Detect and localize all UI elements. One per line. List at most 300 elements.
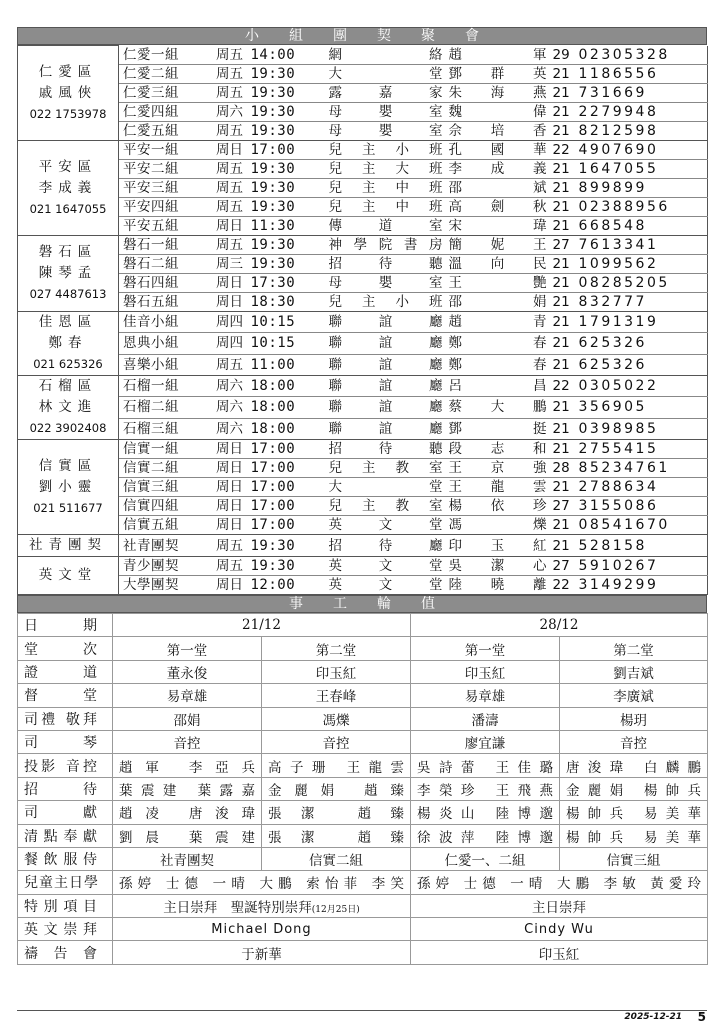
group-leader: 鄭春 (449, 333, 551, 354)
group-phone-prefix: 21 (551, 160, 579, 179)
district-phone: 022 1753978 (29, 106, 107, 121)
group-phone-number: 02305328 (579, 46, 708, 65)
district-cell (18, 141, 119, 236)
duty-label: 司琴 (18, 730, 113, 753)
group-time: 12:00 (251, 576, 329, 595)
group-day: 周五 (205, 236, 251, 255)
duty-date: 21/12 (113, 614, 411, 637)
group-time: 18:00 (251, 397, 329, 418)
group-leader: 鄭春 (449, 354, 551, 375)
christmas-service: 聖誕特別崇拜 (230, 899, 312, 916)
group-phone-prefix: 21 (551, 65, 579, 84)
group-name: 仁愛二組 (119, 65, 205, 84)
group-phone-prefix: 21 (551, 198, 579, 217)
group-leader: 孔國華 (449, 141, 551, 160)
prayer-leader: 于新華 (113, 941, 411, 964)
group-row (18, 312, 708, 333)
group-phone-number: 1791319 (579, 312, 708, 333)
group-time: 19:30 (251, 535, 329, 557)
group-day: 周五 (205, 198, 251, 217)
group-leader: 吳潔心 (449, 557, 551, 576)
group-phone-number: 731669 (579, 84, 708, 103)
group-phone-number: 356905 (579, 397, 708, 418)
group-leader: 王龍雲 (449, 478, 551, 497)
duty-prayer-row (18, 941, 708, 964)
group-leader: 簡妮王 (449, 236, 551, 255)
bulletin-sheet (17, 27, 707, 965)
district-phone: 022 3902408 (29, 421, 107, 435)
group-name: 平安一組 (119, 141, 205, 160)
group-leader: 趙青 (449, 312, 551, 333)
duty-cell: 第一堂 (113, 637, 262, 660)
group-phone-prefix: 21 (551, 354, 579, 375)
duty-cell: 楊炎山 陸博邈 (411, 801, 560, 824)
duty-cell: 信實三組 (560, 847, 708, 870)
group-leader: 趙軍 (449, 46, 551, 65)
duty-cell: 李廣斌 (560, 684, 708, 707)
group-phone-prefix: 21 (551, 255, 579, 274)
duty-children-row (18, 871, 708, 894)
group-time: 10:15 (251, 333, 329, 354)
group-phone-number: 3155086 (579, 497, 708, 516)
group-day: 周日 (205, 141, 251, 160)
group-day: 周五 (205, 84, 251, 103)
group-phone-prefix: 28 (551, 459, 579, 478)
special-item-week2: 主日崇拜 (411, 894, 708, 917)
district-name: 磐石區 (38, 244, 98, 260)
district-leader: 陳琴孟 (38, 265, 98, 281)
group-row (18, 255, 708, 274)
district-name: 石榴區 (38, 378, 98, 394)
duty-label: 證道 (18, 660, 113, 683)
group-leader: 鄧挺 (449, 418, 551, 439)
duty-cell: 音控 (113, 730, 262, 753)
group-leader: 宋瑋 (449, 217, 551, 236)
group-name: 磐石一組 (119, 236, 205, 255)
group-row (18, 478, 708, 497)
group-day: 周四 (205, 333, 251, 354)
group-day: 周日 (205, 274, 251, 293)
group-place: 兒主中班 (329, 179, 449, 198)
duty-cell: 金麗娟 趙臻 (262, 777, 411, 800)
group-row (18, 179, 708, 198)
group-day: 周六 (205, 418, 251, 439)
group-leader: 佘培香 (449, 122, 551, 141)
duty-label: 督堂 (18, 684, 113, 707)
english-speaker: Michael Dong (113, 918, 411, 941)
duty-cell: 葉震建 葉露嘉 (113, 777, 262, 800)
group-leader: 陸曉離 (449, 576, 551, 595)
group-place: 露嘉家 (329, 84, 449, 103)
group-phone-number: 1099562 (579, 255, 708, 274)
duty-cell: 趙軍 李亞兵 (113, 754, 262, 777)
group-phone-prefix: 21 (551, 397, 579, 418)
group-time: 19:30 (251, 198, 329, 217)
group-time: 11:30 (251, 217, 329, 236)
duty-cell: 第二堂 (262, 637, 411, 660)
district-leader: 劉小靈 (38, 478, 98, 495)
duty-cell: 高子珊 王龍雲 (262, 754, 411, 777)
duty-label: 招待 (18, 777, 113, 800)
group-phone-number: 0398985 (579, 418, 708, 439)
group-day: 周五 (205, 46, 251, 65)
group-time: 14:00 (251, 46, 329, 65)
group-name: 信實一組 (119, 440, 205, 459)
duty-cell: 李榮珍 王飛燕 (411, 777, 560, 800)
duty-label: 投影 音控 (18, 754, 113, 777)
duty-label: 司禮 敬拜 (18, 707, 113, 730)
group-phone-prefix: 27 (551, 557, 579, 576)
duty-cell: 楊帥兵 易美華 (560, 801, 708, 824)
group-phone-number: 625326 (579, 354, 708, 375)
special-service: 主日崇拜 (163, 899, 218, 916)
group-phone-prefix: 21 (551, 478, 579, 497)
group-leader: 溫向民 (449, 255, 551, 274)
group-name: 信實二組 (119, 459, 205, 478)
group-leader: 朱海燕 (449, 84, 551, 103)
group-time: 17:00 (251, 459, 329, 478)
group-place: 聯誼廳 (329, 418, 449, 439)
special-item-week1 (113, 894, 411, 917)
group-day: 周六 (205, 376, 251, 397)
children-teachers: 孫婷 士德 一晴 大鵬 李敏 黃愛玲 (411, 871, 708, 894)
duty-cell: 王春峰 (262, 684, 411, 707)
duty-title-bar (17, 595, 707, 613)
group-leader: 印玉紅 (449, 535, 551, 557)
district-cell (18, 46, 119, 141)
group-place: 聯誼廳 (329, 333, 449, 354)
group-place: 英文堂 (329, 516, 449, 535)
group-phone-number: 2755415 (579, 440, 708, 459)
group-row (18, 103, 708, 122)
group-time: 18:00 (251, 376, 329, 397)
group-phone-prefix: 22 (551, 376, 579, 397)
group-time: 19:30 (251, 65, 329, 84)
duty-label: 禱告會 (18, 941, 113, 964)
group-phone-number: 2279948 (579, 103, 708, 122)
district-leader: 林文進 (38, 399, 98, 415)
district-cell (18, 376, 119, 440)
group-phone-prefix: 27 (551, 497, 579, 516)
duty-cell: 第二堂 (560, 637, 708, 660)
group-phone-number: 7613341 (579, 236, 708, 255)
duty-label: 英文崇拜 (18, 918, 113, 941)
group-time: 19:30 (251, 255, 329, 274)
district-leader: 鄭春 (48, 335, 88, 351)
group-phone-prefix: 21 (551, 103, 579, 122)
group-name: 平安五組 (119, 217, 205, 236)
duty-row (18, 754, 708, 777)
group-day: 周日 (205, 576, 251, 595)
group-time: 19:30 (251, 236, 329, 255)
group-time: 19:30 (251, 179, 329, 198)
group-row (18, 293, 708, 312)
group-time: 17:00 (251, 478, 329, 497)
group-name: 大學團契 (119, 576, 205, 595)
duty-row (18, 730, 708, 753)
group-day: 周日 (205, 217, 251, 236)
group-leader: 段志和 (449, 440, 551, 459)
group-name: 磐石五組 (119, 293, 205, 312)
group-phone-number: 85234761 (579, 459, 708, 478)
group-place: 聯誼廳 (329, 354, 449, 375)
group-phone-prefix: 21 (551, 418, 579, 439)
duty-row (18, 801, 708, 824)
duty-cell: 吳詩蕾 王佳璐 (411, 754, 560, 777)
group-name: 喜樂小組 (119, 354, 205, 375)
footer-date: 2025-12-21 (624, 1012, 682, 1022)
group-phone-prefix: 27 (551, 236, 579, 255)
group-place: 兒主教室 (329, 497, 449, 516)
group-name: 仁愛四組 (119, 103, 205, 122)
groups-title: 小組團契聚會 (245, 28, 509, 44)
group-day: 周五 (205, 160, 251, 179)
group-place: 英文堂 (329, 557, 449, 576)
duty-cell: 劉晨 葉震建 (113, 824, 262, 847)
group-row (18, 418, 708, 439)
group-name: 石榴三組 (119, 418, 205, 439)
duty-date: 28/12 (411, 614, 708, 637)
group-day: 周五 (205, 557, 251, 576)
district-leader: 戚風俠 (38, 84, 98, 101)
footer-rule (17, 1010, 707, 1011)
duty-date-row (18, 614, 708, 637)
group-phone-prefix: 21 (551, 274, 579, 293)
group-time: 18:00 (251, 418, 329, 439)
children-teachers: 孫婷 士德 一晴 大鵬 索怡菲 李笑 (113, 871, 411, 894)
duty-cell: 潘濤 (411, 707, 560, 730)
duty-cell: 仁愛一、二組 (411, 847, 560, 870)
group-time: 17:00 (251, 497, 329, 516)
duty-cell: 廖宜謙 (411, 730, 560, 753)
district-cell (18, 557, 119, 595)
group-row (18, 274, 708, 293)
group-leader: 邵斌 (449, 179, 551, 198)
group-name: 青少團契 (119, 557, 205, 576)
group-phone-prefix: 21 (551, 84, 579, 103)
group-leader: 邵娟 (449, 293, 551, 312)
group-place: 聯誼廳 (329, 397, 449, 418)
group-name: 仁愛五組 (119, 122, 205, 141)
duty-cell: 第一堂 (411, 637, 560, 660)
duty-special-row (18, 894, 708, 917)
district-phone: 021 1647055 (29, 201, 107, 216)
group-leader: 楊依珍 (449, 497, 551, 516)
group-name: 社青團契 (119, 535, 205, 557)
district-name: 仁愛區 (38, 63, 98, 80)
duty-cell: 張潔 趙臻 (262, 801, 411, 824)
group-row (18, 122, 708, 141)
group-leader: 王艷 (449, 274, 551, 293)
duty-cell: 音控 (560, 730, 708, 753)
group-time: 11:00 (251, 354, 329, 375)
group-place: 網絡 (329, 46, 449, 65)
duty-label: 堂次 (18, 637, 113, 660)
group-row (18, 440, 708, 459)
duty-english-row (18, 918, 708, 941)
district-cell (18, 535, 119, 557)
duty-label: 日期 (18, 614, 113, 637)
page-number: 5 (697, 1010, 706, 1024)
group-row (18, 236, 708, 255)
group-phone-prefix: 22 (551, 576, 579, 595)
group-name: 信實四組 (119, 497, 205, 516)
group-time: 17:00 (251, 141, 329, 160)
group-name: 石榴二組 (119, 397, 205, 418)
group-place: 母嬰室 (329, 103, 449, 122)
district-leader: 李成義 (38, 179, 98, 196)
group-name: 石榴一組 (119, 376, 205, 397)
group-time: 19:30 (251, 84, 329, 103)
group-phone-number: 668548 (579, 217, 708, 236)
group-time: 19:30 (251, 160, 329, 179)
group-phone-prefix: 21 (551, 217, 579, 236)
group-row (18, 198, 708, 217)
district-name: 英文堂 (38, 567, 98, 583)
group-place: 招待聽 (329, 440, 449, 459)
group-day: 周日 (205, 516, 251, 535)
duty-cell: 易章雄 (113, 684, 262, 707)
duty-cell: 唐浚瑋 白麟鵬 (560, 754, 708, 777)
group-phone-number: 08541670 (579, 516, 708, 535)
group-phone-prefix: 21 (551, 333, 579, 354)
group-place: 兒主中班 (329, 198, 449, 217)
group-name: 平安二組 (119, 160, 205, 179)
group-day: 周日 (205, 293, 251, 312)
group-leader: 呂昌 (449, 376, 551, 397)
duty-label: 司獻 (18, 801, 113, 824)
group-phone-number: 02388956 (579, 198, 708, 217)
group-place: 兒主小班 (329, 293, 449, 312)
group-place: 兒主教室 (329, 459, 449, 478)
group-row (18, 333, 708, 354)
duty-cell: 徐波萍 陸博邈 (411, 824, 560, 847)
group-row (18, 576, 708, 595)
group-row (18, 557, 708, 576)
duty-row (18, 847, 708, 870)
group-phone-number: 4907690 (579, 141, 708, 160)
district-name: 信實區 (38, 457, 98, 474)
group-phone-number: 0305022 (579, 376, 708, 397)
group-name: 仁愛一組 (119, 46, 205, 65)
duty-row (18, 777, 708, 800)
duty-cell: 邵娟 (113, 707, 262, 730)
district-name: 佳恩區 (38, 314, 98, 330)
group-phone-number: 1647055 (579, 160, 708, 179)
group-row (18, 354, 708, 375)
group-phone-number: 5910267 (579, 557, 708, 576)
group-phone-prefix: 22 (551, 141, 579, 160)
group-place: 聯誼廳 (329, 312, 449, 333)
duty-row (18, 684, 708, 707)
group-time: 18:30 (251, 293, 329, 312)
group-phone-number: 08285205 (579, 274, 708, 293)
group-name: 信實五組 (119, 516, 205, 535)
district-phone: 027 4487613 (29, 287, 107, 301)
duty-cell: 社青團契 (113, 847, 262, 870)
group-time: 10:15 (251, 312, 329, 333)
group-phone-prefix: 21 (551, 293, 579, 312)
prayer-leader: 印玉紅 (411, 941, 708, 964)
group-place: 招待廳 (329, 535, 449, 557)
district-name: 平安區 (38, 158, 98, 175)
district-phone: 021 511677 (33, 500, 103, 515)
group-day: 周五 (205, 179, 251, 198)
group-leader: 蔡大鵬 (449, 397, 551, 418)
group-time: 19:30 (251, 122, 329, 141)
duty-label: 特別項目 (18, 894, 113, 917)
duty-cell: 金麗娟 楊帥兵 (560, 777, 708, 800)
group-time: 17:00 (251, 516, 329, 535)
duty-label: 清點奉獻 (18, 824, 113, 847)
district-cell (18, 312, 119, 376)
group-day: 周五 (205, 354, 251, 375)
duty-cell: 董永俊 (113, 660, 262, 683)
duty-row (18, 824, 708, 847)
group-row (18, 84, 708, 103)
duty-cell: 音控 (262, 730, 411, 753)
group-place: 招待聽 (329, 255, 449, 274)
group-phone-prefix: 29 (551, 46, 579, 65)
group-place: 兒主大班 (329, 160, 449, 179)
group-place: 大堂 (329, 65, 449, 84)
group-name: 磐石四組 (119, 274, 205, 293)
group-day: 周四 (205, 312, 251, 333)
duty-label: 兒童主日學 (18, 871, 113, 894)
group-time: 19:30 (251, 557, 329, 576)
duty-cell: 信實二組 (262, 847, 411, 870)
group-name: 佳音小組 (119, 312, 205, 333)
group-name: 平安四組 (119, 198, 205, 217)
group-place: 聯誼廳 (329, 376, 449, 397)
duty-row (18, 707, 708, 730)
group-phone-number: 8212598 (579, 122, 708, 141)
group-phone-prefix: 21 (551, 312, 579, 333)
group-row (18, 516, 708, 535)
duty-cell: 趙凌 唐浚瑋 (113, 801, 262, 824)
groups-title-bar (17, 27, 707, 45)
duty-cell: 印玉紅 (411, 660, 560, 683)
group-time: 17:30 (251, 274, 329, 293)
group-row (18, 217, 708, 236)
group-row (18, 160, 708, 179)
group-name: 磐石二組 (119, 255, 205, 274)
group-leader: 高劍秋 (449, 198, 551, 217)
district-name: 社青團契 (29, 537, 107, 553)
group-phone-prefix: 21 (551, 516, 579, 535)
group-day: 周日 (205, 440, 251, 459)
group-phone-number: 2788634 (579, 478, 708, 497)
group-time: 19:30 (251, 103, 329, 122)
duty-cell: 張潔 趙臻 (262, 824, 411, 847)
group-place: 神學院書房 (329, 236, 449, 255)
group-place: 傳道室 (329, 217, 449, 236)
duty-title: 事工輪值 (289, 596, 465, 612)
group-row (18, 535, 708, 557)
group-place: 大堂 (329, 478, 449, 497)
group-phone-number: 528158 (579, 535, 708, 557)
duty-cell: 印玉紅 (262, 660, 411, 683)
duty-cell: 楊玥 (560, 707, 708, 730)
english-speaker: Cindy Wu (411, 918, 708, 941)
group-phone-number: 3149299 (579, 576, 708, 595)
groups-table (17, 45, 708, 595)
group-place: 母嬰室 (329, 274, 449, 293)
duty-cell: 楊帥兵 易美華 (560, 824, 708, 847)
group-day: 周六 (205, 397, 251, 418)
duty-cell: 馮爍 (262, 707, 411, 730)
duty-cell: 易章雄 (411, 684, 560, 707)
